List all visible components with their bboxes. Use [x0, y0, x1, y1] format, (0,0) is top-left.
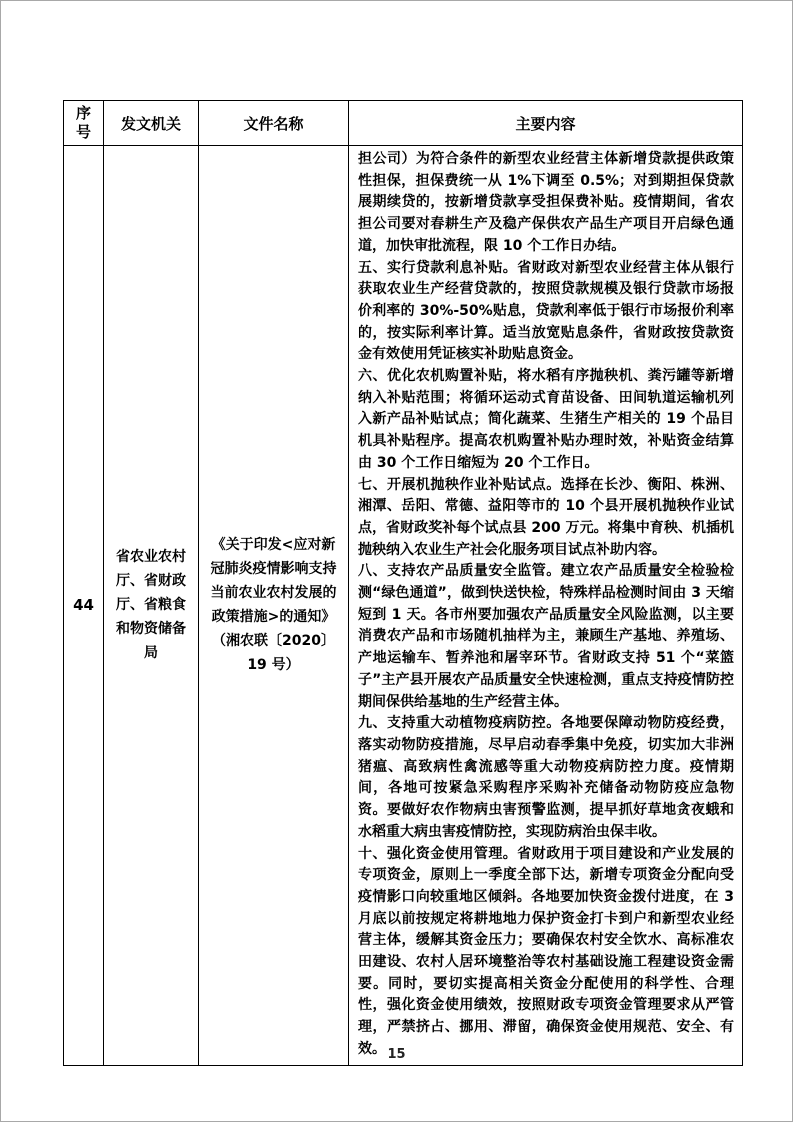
content-paragraph: 五、实行贷款利息补贴。省财政对新型农业经营主体从银行获取农业生产经营贷款的，按照贷款规模及银行贷款市场报价利率的 30%-50%贴息，贷款利率低于银行市场报价利率的，按实际利率计算。适当放宽贴息条件，省财政按贷款资金有效使用凭证核实补助贴息资金。 [358, 259, 734, 363]
row-content [349, 146, 743, 1066]
page-number: 15 [387, 1047, 406, 1062]
policy-document-table [63, 100, 743, 1066]
header-index-label: 序号 [75, 104, 91, 141]
header-agency: 发文机关 [104, 101, 199, 146]
content-paragraph: 担公司）为符合条件的新型农业经营主体新增贷款提供政策性担保，担保费统一从 1%下调至 0.5%；对到期担保贷款展期续贷的，按新增贷款享受担保费补贴。疫情期间，省农担公司要对春耕生产及稳产保供农产品生产项目开启绿色通道，加快审批流程，限 10 个工作日办结。 [358, 151, 734, 254]
row-doc-name: 《关于印发<应对新冠肺炎疫情影响支持当前农业农村发展的政策措施>的通知》（湘农联〔2020〕19 号） [199, 146, 349, 1066]
table-row [64, 146, 743, 1066]
content-paragraph: 六、优化农机购置补贴，将水稻有序抛秧机、粪污罐等新增纳入补贴范围；将循环运动式育苗设备、田间轨道运输机列入新产品补贴试点；简化蔬菜、生猪生产相关的 19 个品目机具补贴程序。提高农机购置补贴办理时效，补贴资金结算由 30 个工作日缩短为 20 个工作日。 [358, 368, 734, 471]
table-header-row [64, 101, 743, 146]
content-paragraph: 九、支持重大动植物疫病防控。各地要保障动物防疫经费，落实动物防疫措施，尽早启动春季集中免疫，切实加大非洲猪瘟、高致病性禽流感等重大动物疫病防控力度。疫情期间，各地可按紧急采购程序采购补充储备动物防疫应急物资。要做好农作物病虫害预警监测，提早抓好草地贪夜蛾和水稻重大病虫害疫情防控，实现防病治虫保丰收。 [358, 715, 734, 840]
row-agency: 省农业农村厅、省财政厅、省粮食和物资储备局 [104, 146, 199, 1066]
row-index: 44 [64, 146, 104, 1066]
header-index [64, 101, 104, 146]
content-paragraph: 八、支持农产品质量安全监管。建立农产品质量安全检验检测“绿色通道”，做到快送快检，特殊样品检测时间由 3 天缩短到 1 天。各市州要加强农产品质量安全风险监测，以主要消费农产品和市场随机抽样为主，兼顾生产基地、养殖场、产地运输车、暂养池和屠宰环节。省财政支持 51 个“菜篮子”主产县开展农产品质量安全快速检测，重点支持疫情防控期间保供给基地的生产经营主体。 [358, 563, 734, 710]
header-doc-name: 文件名称 [199, 101, 349, 146]
header-content: 主要内容 [349, 101, 743, 146]
content-paragraph: 七、开展机抛秧作业补贴试点。选择在长沙、衡阳、株洲、湘潭、岳阳、常德、益阳等市的 10 个县开展机抛秧作业试点，省财政奖补每个试点县 200 万元。将集中育秧、机插机抛秧纳入农业生产社会化服务项目试点补助内容。 [358, 476, 734, 558]
content-paragraph: 十、强化资金使用管理。省财政用于项目建设和产业发展的专项资金，原则上一季度全部下达，新增专项资金分配向受疫情影口向较重地区倾斜。各地要加快资金拨付进度，在 3 月底以前按规定将耕地地力保护资金打卡到户和新型农业经营主体，缓解其资金压力；要确保农村安全饮水、高标准农田建设、农村人居环境整治等农村基础设施工程建设资金需要。同时，要切实提高相关资金分配使用的科学性、合理性，强化资金使用绩效，按照财政专项资金管理要求从严管理，严禁挤占、挪用、滞留，确保资金使用规范、安全、有效。 [358, 845, 734, 1057]
